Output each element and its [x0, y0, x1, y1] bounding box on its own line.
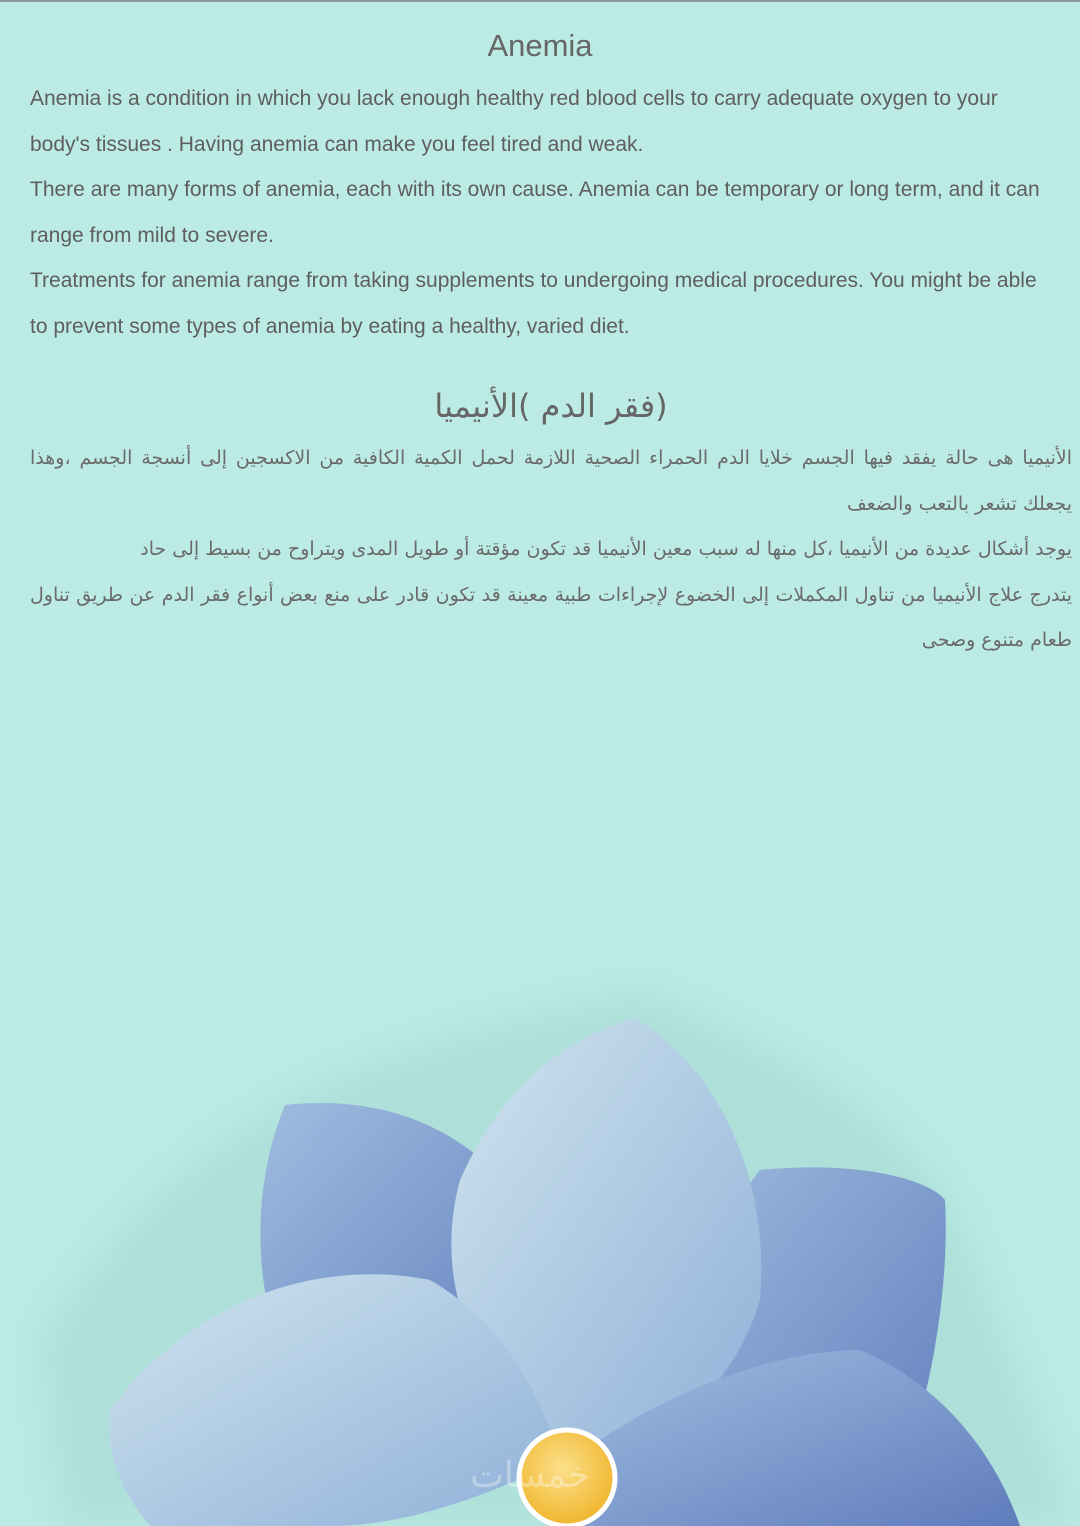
english-paragraph-1: Anemia is a condition in which you lack enough healthy red blood cells to carry adequate oxygen to your body's tissues . Having anemia can make you feel tired and weak.	[30, 87, 998, 156]
flower-illustration	[0, 960, 1080, 1526]
arabic-paragraph-2: يوجد أشكال عديدة من الأنيميا ،كل منها له سبب معين الأنيميا قد تكون مؤقتة أو طويل المدى ويتراوح من بسيط إلى حاد	[140, 538, 1072, 560]
watermark-logo: خمسات	[470, 1455, 591, 1496]
english-paragraph-2: There are many forms of anemia, each with its own cause. Anemia can be temporary or long term, and it can range from mild to severe.	[30, 178, 1040, 247]
english-paragraph-3: Treatments for anemia range from taking supplements to undergoing medical procedures. You might be able to prevent some types of anemia by eating a healthy, varied diet.	[30, 269, 1037, 338]
arabic-paragraph-3: يتدرج علاج الأنيميا من تناول المكملات إلى الخضوع لإجراءات طبية معينة قد تكون قادر على منع بعض أنواع فقر الدم عن طريق تناول طعام متنوع وصحى	[30, 583, 1072, 651]
english-section	[30, 22, 1050, 349]
top-divider	[0, 0, 1080, 2]
arabic-section	[30, 380, 1072, 664]
english-title: Anemia	[487, 28, 593, 63]
arabic-title: (فقر الدم )الأنيميا	[434, 387, 668, 425]
arabic-paragraph-1: الأنيميا هى حالة يفقد فيها الجسم خلايا الدم الحمراء الصحية اللازمة لحمل الكمية الكافية من الاكسجين إلى أنسجة الجسم ،وهذا يجعلك تشعر بالتعب والضعف	[30, 447, 1072, 515]
